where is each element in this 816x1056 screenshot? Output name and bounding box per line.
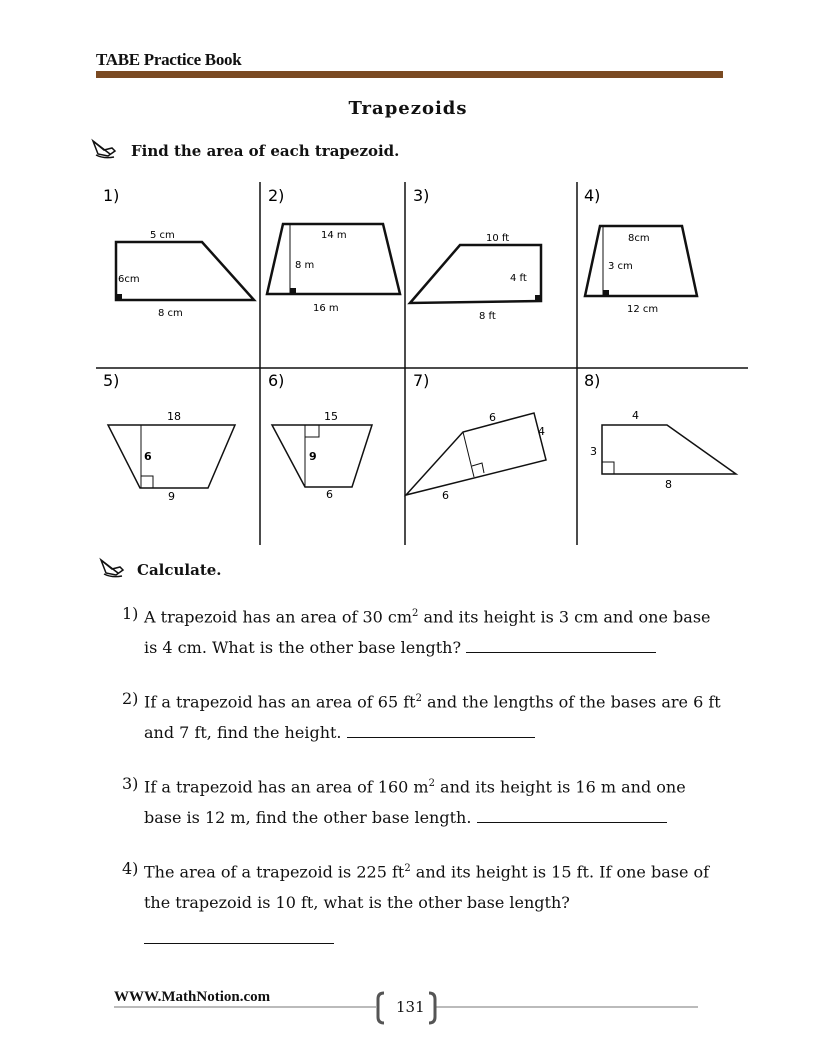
figure-6-height-label: 9 — [309, 450, 317, 463]
figure-3-bottom-label: 8 ft — [479, 311, 496, 322]
find-area-instruction: Find the area of each trapezoid. — [131, 142, 400, 160]
figure-1-bottom-label: 8 cm — [158, 308, 183, 319]
figure-7-trapezoid — [406, 371, 546, 502]
figure-5-trapezoid — [103, 371, 235, 503]
problem-line: base is 12 m, find the other base length. — [144, 801, 667, 835]
figure-5-height-label: 6 — [144, 450, 152, 463]
figure-2-top-label: 14 m — [321, 230, 347, 241]
figure-4-top-label: 8cm — [628, 233, 650, 244]
problem-line: The area of a trapezoid is 225 $ft^2$ and its height is 15 ft. If one base of — [144, 862, 710, 882]
figure-2-trapezoid — [267, 186, 400, 314]
figure-7-bottom-label: 6 — [442, 489, 449, 502]
figure-2-bottom-label: 16 m — [313, 303, 339, 314]
problem-line: and 7 ft, find the height. — [144, 716, 535, 750]
figure-4-bottom-label: 12 cm — [627, 304, 659, 315]
figure-3-trapezoid — [410, 186, 541, 322]
page-title: Trapezoids — [348, 98, 468, 119]
figure-3-height-label: 4 ft — [510, 273, 527, 284]
figure-2-number: 2) — [268, 186, 285, 205]
problem-number: 2) — [122, 689, 139, 708]
figure-5-top-label: 18 — [167, 410, 181, 423]
problem-line: If a trapezoid has an area of 65 $ft^2$ and the lengths of the bases are 6 ft — [144, 692, 721, 712]
figure-6-trapezoid — [268, 371, 372, 501]
figure-8-number: 8) — [584, 371, 601, 390]
problem-line: the trapezoid is 10 ft, what is the other base length? — [144, 893, 570, 912]
figure-4-trapezoid — [584, 186, 697, 315]
figure-8-bottom-label: 8 — [665, 478, 672, 491]
figure-7-top-label: 6 — [489, 411, 496, 424]
figure-7-side-label: 4 — [538, 425, 545, 438]
problem-number: 4) — [122, 859, 139, 878]
pencil-icon — [98, 557, 126, 579]
answer-blank[interactable] — [144, 943, 334, 944]
figure-4-height-label: 3 cm — [608, 261, 633, 272]
figure-6-top-label: 15 — [324, 410, 338, 423]
figure-4-number: 4) — [584, 186, 601, 205]
book-title: TABE Practice Book — [96, 50, 242, 69]
figure-5-bottom-label: 9 — [168, 490, 175, 503]
figure-2-height-label: 8 m — [295, 260, 315, 271]
problem-line: If a trapezoid has an area of 160 $m^2$ and its height is 16 m and one — [144, 777, 686, 797]
problem-line: A trapezoid has an area of 30 $cm^2$ and its height is 3 cm and one base — [144, 607, 711, 627]
figure-3-top-label: 10 ft — [486, 233, 510, 244]
answer-blank[interactable] — [466, 651, 656, 653]
figure-5-number: 5) — [103, 371, 120, 390]
figure-1-top-label: 5 cm — [150, 230, 175, 241]
problem-number: 1) — [122, 604, 139, 623]
figure-1-number: 1) — [103, 186, 120, 205]
figure-8-trapezoid — [584, 371, 736, 491]
problem-number: 3) — [122, 774, 139, 793]
figure-1-trapezoid — [103, 186, 254, 319]
figure-7-number: 7) — [413, 371, 430, 390]
footer-url: WWW.MathNotion.com — [114, 989, 271, 1005]
calculate-instruction: Calculate. — [137, 561, 222, 579]
answer-blank[interactable] — [477, 821, 667, 823]
figure-6-number: 6) — [268, 371, 285, 390]
figure-8-top-label: 4 — [632, 409, 639, 422]
answer-blank[interactable] — [347, 736, 535, 738]
problem-line: is 4 cm. What is the other base length? — [144, 631, 656, 665]
figure-8-height-label: 3 — [590, 445, 597, 458]
figure-6-bottom-label: 6 — [326, 488, 333, 501]
page-number: 131 — [396, 998, 425, 1016]
figure-1-height-label: 6cm — [118, 274, 140, 285]
figure-3-number: 3) — [413, 186, 430, 205]
